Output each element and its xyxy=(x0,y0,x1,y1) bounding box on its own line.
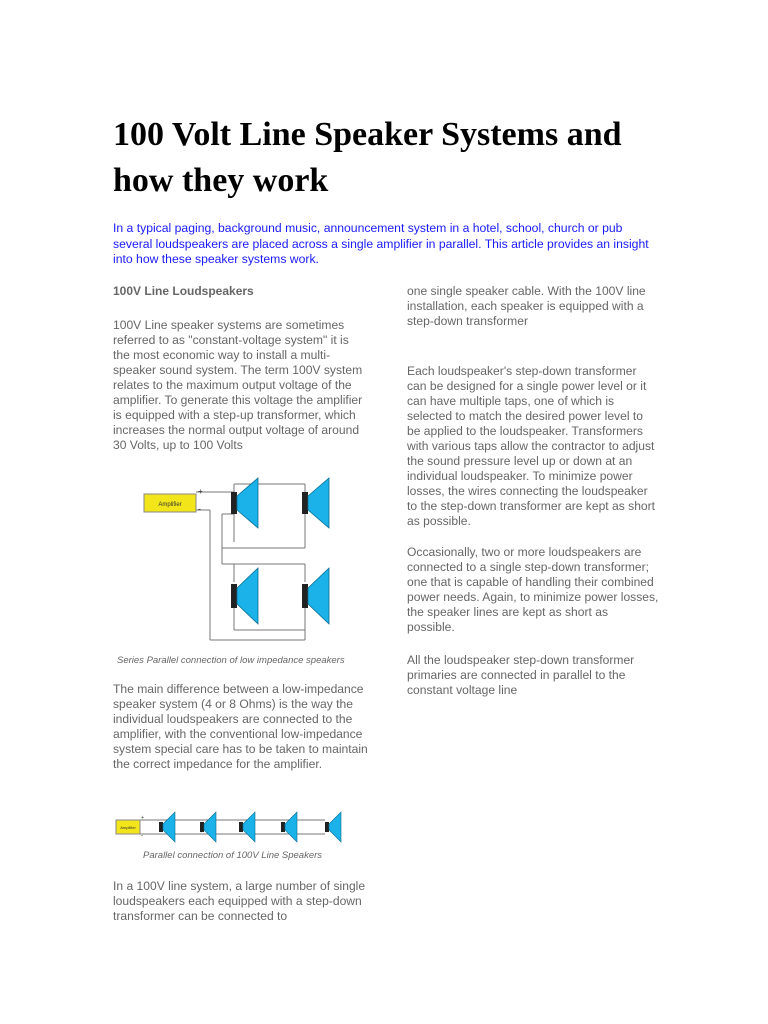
speaker-icon xyxy=(325,812,341,842)
right-paragraph-1: one single speaker cable. With the 100V line installation, each speaker is equipped with a step-down transformer xyxy=(407,284,646,328)
left-paragraph-2: The main difference between a low-impedance speaker system (4 or 8 Ohms) is the way the individual loudspeakers are connected to the amplifier, with the conventional low-impedance system special care has to be taken to maintain the correct impedance for the amplifier. xyxy=(113,682,368,771)
left-paragraph-1: 100V Line speaker systems are sometimes referred to as "constant-voltage system" it is the most economic way to install a multi-speaker sound system. The term 100V system relates to the maximum output voltage of the amplifier. To generate this voltage the amplifier is equipped with a step-up transformer, which increases the normal output voltage of around 30 Volts, up to 100 Volts xyxy=(113,318,363,452)
plus-label: + xyxy=(198,487,203,496)
speaker-icon xyxy=(231,478,258,528)
right-paragraph-3: Occasionally, two or more loudspeakers are connected to a single step-down transformer; one that is capable of handling their combined power needs. Again, to minimize power losses, the speaker lines are kept as short as possible. xyxy=(407,545,659,634)
section-heading: 100V Line Loudspeakers xyxy=(113,284,254,298)
intro-paragraph: In a typical paging, background music, announcement system in a hotel, school, church or pub several loudspeakers are placed across a single amplifier in parallel. This article provides an insight into how these speaker systems work. xyxy=(113,221,649,266)
page-title: 100 Volt Line Speaker Systems and how they work xyxy=(113,116,622,199)
right-paragraph-2: Each loudspeaker's step-down transformer can be designed for a single power level or it can have multiple taps, one of which is selected to match the desired power level to be applied to the loudspeaker. Transformers with various taps allow the contractor to adjust the sound pressure level up or down at an individual loudspeaker. To minimize power losses, the wires connecting the loudspeaker to the step-down transformer are kept as short as possible. xyxy=(407,364,656,528)
amplifier-label: Amplifier xyxy=(120,825,136,830)
speaker-icon xyxy=(159,812,175,842)
speaker-icon xyxy=(281,812,297,842)
amplifier-label: Amplifier xyxy=(158,502,182,508)
right-paragraph-4: All the loudspeaker step-down transformer primaries are connected in parallel to the constant voltage line xyxy=(407,653,635,697)
series-parallel-diagram xyxy=(140,474,380,654)
left-paragraph-3: In a 100V line system, a large number of single loudspeakers each equipped with a step-down transformer can be connected to xyxy=(113,879,366,923)
speaker-icon xyxy=(200,812,216,842)
speaker-icon xyxy=(231,568,258,624)
minus-label: - xyxy=(198,504,201,514)
minus-label: - xyxy=(141,833,143,839)
speaker-icon xyxy=(239,812,255,842)
plus-label: + xyxy=(141,815,144,821)
figure2-caption: Parallel connection of 100V Line Speakers xyxy=(143,850,323,861)
speaker-icon xyxy=(302,478,329,528)
figure1-caption: Series Parallel connection of low impedance speakers xyxy=(117,655,345,666)
speaker-icon xyxy=(302,568,329,624)
parallel-100v-diagram xyxy=(113,806,353,850)
